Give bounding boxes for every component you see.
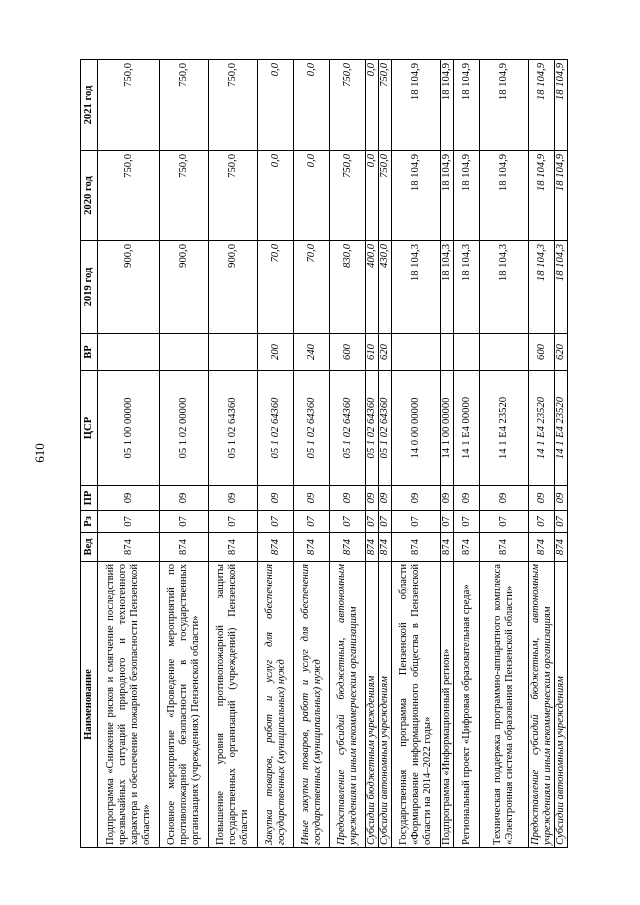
row-2020: 750,0 [98, 151, 160, 241]
row-2021: 18 104,9 [454, 60, 480, 151]
row-pr: 09 [392, 486, 441, 511]
table-row [555, 60, 568, 848]
row-csr: 14 1 E4 23520 [480, 371, 529, 486]
row-rz: 07 [441, 511, 454, 533]
table-row [480, 60, 529, 848]
row-rz: 07 [480, 511, 529, 533]
row-pr: 09 [160, 486, 209, 511]
row-vr [160, 334, 209, 371]
row-rz: 07 [392, 511, 441, 533]
row-rz: 07 [258, 511, 294, 533]
table-row [392, 60, 441, 848]
row-2021: 18 104,9 [555, 60, 568, 151]
header-pr: ПР [81, 486, 98, 511]
row-2020: 18 104,9 [529, 151, 555, 241]
row-csr: 05 1 02 64360 [330, 371, 366, 486]
row-rz: 07 [379, 511, 392, 533]
budget-table [80, 59, 568, 848]
row-pr: 09 [330, 486, 366, 511]
row-csr: 05 1 02 64360 [366, 371, 379, 486]
row-2021: 750,0 [330, 60, 366, 151]
row-ved: 874 [330, 533, 366, 562]
row-2021: 750,0 [379, 60, 392, 151]
row-2019: 18 104,3 [454, 241, 480, 334]
row-csr: 14 1 E4 23520 [529, 371, 555, 486]
header-2021: 2021 год [81, 60, 98, 151]
row-pr: 09 [480, 486, 529, 511]
row-2021: 18 104,9 [441, 60, 454, 151]
row-ved: 874 [258, 533, 294, 562]
row-2019: 900,0 [209, 241, 258, 334]
row-csr: 05 1 02 64360 [294, 371, 330, 486]
row-pr: 09 [441, 486, 454, 511]
row-2020: 0,0 [366, 151, 379, 241]
row-vr [480, 334, 529, 371]
row-pr: 09 [209, 486, 258, 511]
row-vr: 600 [330, 334, 366, 371]
row-2019: 18 104,3 [529, 241, 555, 334]
row-vr: 240 [294, 334, 330, 371]
row-name: Закупка товаров, работ и услуг для обеспечения государственных (муниципальных) нужд [258, 562, 294, 848]
row-ved: 874 [98, 533, 160, 562]
row-name: Субсидии автономным учреждениям [379, 562, 392, 848]
row-rz: 07 [454, 511, 480, 533]
row-vr [441, 334, 454, 371]
row-2021: 18 104,9 [392, 60, 441, 151]
row-ved: 874 [392, 533, 441, 562]
rotated-table-container [80, 60, 566, 848]
row-name: Субсидии бюджетным учреждениям [366, 562, 379, 848]
row-name: Предоставление субсидий бюджетным, автономным учреждениям и иным некоммерческим организациям [529, 562, 555, 848]
row-2019: 900,0 [98, 241, 160, 334]
page-number [30, 441, 50, 465]
header-name: Наименование [81, 562, 98, 848]
row-ved: 874 [379, 533, 392, 562]
table-row [160, 60, 209, 848]
row-name: Техническая поддержка программно-аппаратного комплекса «Электронная система образования Пензенской области» [480, 562, 529, 848]
row-2020: 750,0 [330, 151, 366, 241]
row-pr: 09 [258, 486, 294, 511]
row-2020: 750,0 [379, 151, 392, 241]
row-csr: 14 1 00 00000 [441, 371, 454, 486]
row-csr: 14 1 E4 00000 [454, 371, 480, 486]
row-rz: 07 [209, 511, 258, 533]
row-2021: 750,0 [160, 60, 209, 151]
row-pr: 09 [294, 486, 330, 511]
header-ved: Вед [81, 533, 98, 562]
header-vr: ВР [81, 334, 98, 371]
row-csr: 05 1 00 00000 [98, 371, 160, 486]
row-ved: 874 [480, 533, 529, 562]
row-name: Государственная программа Пензенской области «Формирование информационного общества в Пензенской области на 2014–2022 годы» [392, 562, 441, 848]
row-csr: 05 1 02 64360 [209, 371, 258, 486]
row-ved: 874 [366, 533, 379, 562]
row-2021: 0,0 [294, 60, 330, 151]
table-row [209, 60, 258, 848]
row-2021: 0,0 [258, 60, 294, 151]
table-row [529, 60, 555, 848]
row-rz: 07 [98, 511, 160, 533]
row-rz: 07 [529, 511, 555, 533]
row-2019: 400,0 [366, 241, 379, 334]
row-vr [454, 334, 480, 371]
row-2020: 750,0 [209, 151, 258, 241]
row-2019: 70,0 [258, 241, 294, 334]
page-number-text: 610 [32, 443, 47, 463]
row-2020: 18 104,9 [454, 151, 480, 241]
header-2020: 2020 год [81, 151, 98, 241]
header-2019: 2019 год [81, 241, 98, 334]
row-pr: 09 [379, 486, 392, 511]
row-ved: 874 [555, 533, 568, 562]
row-2021: 18 104,9 [529, 60, 555, 151]
row-name: Предоставление субсидий бюджетным, автономным учреждениям и иным некоммерческим организациям [330, 562, 366, 848]
row-ved: 874 [454, 533, 480, 562]
row-2020: 18 104,9 [555, 151, 568, 241]
header-rz: Рз [81, 511, 98, 533]
row-name: Подпрограмма «Снижение рисков и смягчение последствий чрезвычайных ситуаций природного и техногенного характера и обеспечение пожарной безопасности Пензенской области» [98, 562, 160, 848]
table-row [294, 60, 330, 848]
row-2021: 750,0 [209, 60, 258, 151]
row-2019: 830,0 [330, 241, 366, 334]
row-pr: 09 [529, 486, 555, 511]
table-row [366, 60, 379, 848]
row-vr [209, 334, 258, 371]
row-2019: 18 104,3 [392, 241, 441, 334]
row-csr: 05 1 02 00000 [160, 371, 209, 486]
row-name: Подпрограмма «Информационный регион» [441, 562, 454, 848]
row-2020: 18 104,9 [441, 151, 454, 241]
row-2020: 0,0 [294, 151, 330, 241]
row-rz: 07 [330, 511, 366, 533]
row-2019: 430,0 [379, 241, 392, 334]
header-csr: ЦСР [81, 371, 98, 486]
row-ved: 874 [441, 533, 454, 562]
row-rz: 07 [366, 511, 379, 533]
row-2019: 18 104,3 [441, 241, 454, 334]
row-name: Основное мероприятие «Проведение мероприятий по противопожарной безопасности в государственных организациях (учреждениях) Пензенской области» [160, 562, 209, 848]
row-2019: 900,0 [160, 241, 209, 334]
row-ved: 874 [294, 533, 330, 562]
row-vr: 200 [258, 334, 294, 371]
row-ved: 874 [160, 533, 209, 562]
row-2020: 18 104,9 [392, 151, 441, 241]
table-row [330, 60, 366, 848]
row-2021: 750,0 [98, 60, 160, 151]
row-csr: 05 1 02 64360 [379, 371, 392, 486]
row-2020: 750,0 [160, 151, 209, 241]
row-2019: 18 104,3 [480, 241, 529, 334]
row-rz: 07 [160, 511, 209, 533]
row-pr: 09 [98, 486, 160, 511]
row-rz: 07 [294, 511, 330, 533]
row-csr: 14 1 E4 23520 [555, 371, 568, 486]
row-2021: 18 104,9 [480, 60, 529, 151]
table-header-row [81, 60, 98, 848]
table-row [258, 60, 294, 848]
row-name: Региональный проект «Цифровая образовательная среда» [454, 562, 480, 848]
row-2020: 18 104,9 [480, 151, 529, 241]
row-ved: 874 [529, 533, 555, 562]
row-2019: 18 104,3 [555, 241, 568, 334]
row-rz: 07 [555, 511, 568, 533]
table-row [98, 60, 160, 848]
row-vr [98, 334, 160, 371]
row-vr: 610 [366, 334, 379, 371]
row-pr: 09 [555, 486, 568, 511]
row-vr: 620 [555, 334, 568, 371]
row-name: Повышение уровня противопожарной защиты государственных организаций (учреждений) Пензенской области [209, 562, 258, 848]
row-2020: 0,0 [258, 151, 294, 241]
row-ved: 874 [209, 533, 258, 562]
row-vr [392, 334, 441, 371]
row-vr: 620 [379, 334, 392, 371]
row-name: Субсидии автономным учреждениям [555, 562, 568, 848]
row-pr: 09 [366, 486, 379, 511]
row-csr: 14 0 00 00000 [392, 371, 441, 486]
row-csr: 05 1 02 64360 [258, 371, 294, 486]
row-vr: 600 [529, 334, 555, 371]
table-row [379, 60, 392, 848]
row-2021: 0,0 [366, 60, 379, 151]
row-name: Иные закупки товаров, работ и услуг для обеспечения государственных (муниципальных) нужд [294, 562, 330, 848]
table-row [441, 60, 454, 848]
row-pr: 09 [454, 486, 480, 511]
table-row [454, 60, 480, 848]
row-2019: 70,0 [294, 241, 330, 334]
